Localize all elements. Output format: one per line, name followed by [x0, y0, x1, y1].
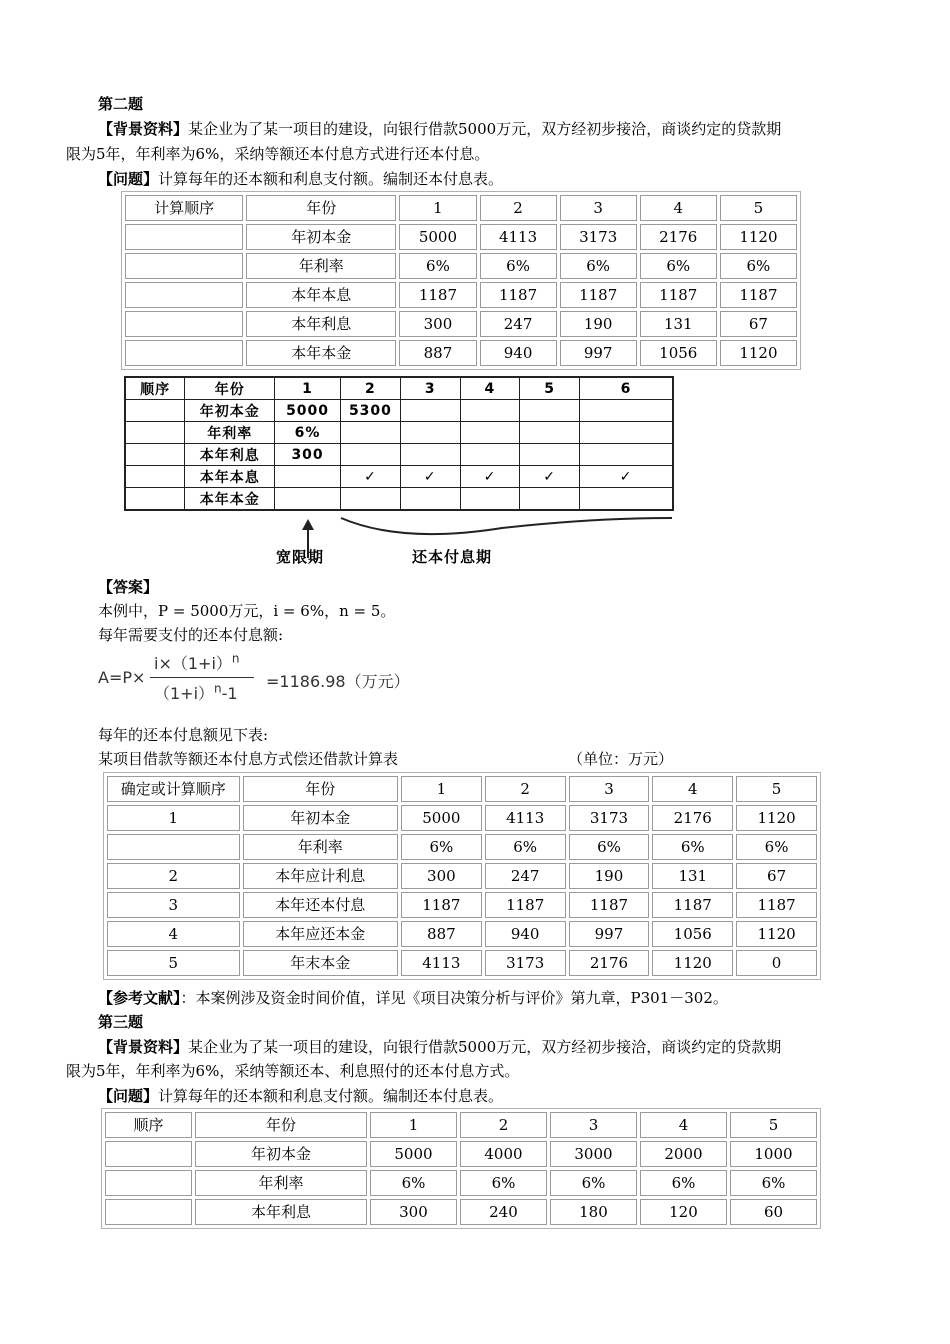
table-cell: 1000 [730, 1141, 817, 1167]
table-cell: 1187 [720, 282, 797, 308]
q2-table-unit: （单位：万元） [568, 750, 674, 768]
column-header: 1 [401, 776, 482, 802]
formula-numerator: $i\times(1+i)^n$ [154, 651, 240, 673]
table-cell: 6% [652, 834, 733, 860]
table-cell: 2000 [640, 1141, 727, 1167]
q3-question [98, 1087, 503, 1105]
table-cell: 3173 [569, 805, 650, 831]
table-cell: 6% [640, 1170, 727, 1196]
table-cell: ✓ [520, 466, 580, 488]
table-cell [107, 834, 240, 860]
table-cell: 67 [720, 311, 797, 337]
table-cell: 1120 [652, 950, 733, 976]
table-cell: 5300 [340, 400, 400, 422]
column-header: 1 [275, 377, 341, 400]
table-cell: ✓ [460, 466, 520, 488]
column-header: 3 [400, 377, 460, 400]
table-cell: 4113 [401, 950, 482, 976]
table-cell: 300 [275, 444, 341, 466]
table-cell: 6% [460, 1170, 547, 1196]
column-header: 4 [640, 195, 717, 221]
q2-reference [98, 989, 728, 1007]
table-row [107, 921, 817, 947]
column-header: 顺序 [125, 377, 185, 400]
table-cell: 年末本金 [243, 950, 398, 976]
column-header: 2 [480, 195, 557, 221]
table-cell: 6% [736, 834, 817, 860]
table-cell: 131 [640, 311, 717, 337]
column-header: 1 [399, 195, 476, 221]
table-cell [105, 1199, 192, 1225]
table-cell: 年初本金 [195, 1141, 367, 1167]
table-cell: 3173 [560, 224, 637, 250]
table-cell: 240 [460, 1199, 547, 1225]
formula-denominator: $(1+i)^n-1$ [154, 681, 238, 703]
table-cell: 年利率 [243, 834, 398, 860]
table-cell: 6% [480, 253, 557, 279]
column-header: 3 [560, 195, 637, 221]
table-cell: 2 [107, 863, 240, 889]
column-header: 5 [720, 195, 797, 221]
table-cell: 1187 [399, 282, 476, 308]
q3-background-line2: 限为5年，年利率为6%，采纳等额还本、利息照付的还本付息方式。 [66, 1062, 520, 1080]
table-cell: 1187 [652, 892, 733, 918]
column-header: 2 [340, 377, 400, 400]
column-header: 5 [736, 776, 817, 802]
column-header: 2 [460, 1112, 547, 1138]
repay-period-label: 还本付息期 [412, 548, 493, 566]
formula-result: =1186.98（万元） [266, 672, 410, 691]
table-cell: 4113 [485, 805, 566, 831]
table-cell: 6% [275, 422, 341, 444]
table-cell: 本年本息 [185, 466, 275, 488]
table-cell [125, 253, 243, 279]
table-row [125, 282, 797, 308]
table-cell: 1187 [569, 892, 650, 918]
table-cell: 1187 [480, 282, 557, 308]
column-header: 4 [640, 1112, 727, 1138]
q2-background-line2: 限为5年，年利率为6%，采纳等额还本付息方式进行还本付息。 [66, 145, 490, 163]
q2-answer-line1: 本例中，P = 5000万元，i = 6%，n = 5。 [98, 602, 396, 620]
column-header: 2 [485, 776, 566, 802]
column-header: 5 [520, 377, 580, 400]
q3-question-tag: 【问题】 [98, 1087, 159, 1105]
table-cell: 6% [640, 253, 717, 279]
table-cell: 6% [550, 1170, 637, 1196]
table-cell: 6% [730, 1170, 817, 1196]
q2-question [98, 170, 503, 188]
table-cell: 1056 [640, 340, 717, 366]
q2-reference-tag: 【参考文献】 [98, 989, 181, 1007]
table-row [107, 950, 817, 976]
table-cell: 6% [485, 834, 566, 860]
formula-lhs: A=P× [98, 668, 146, 687]
table-cell: 1120 [720, 224, 797, 250]
q2-answer-tag: 【答案】 [98, 578, 159, 596]
table-cell: 887 [399, 340, 476, 366]
table-cell: 4113 [480, 224, 557, 250]
table-cell: 年初本金 [185, 400, 275, 422]
table-cell: 3 [107, 892, 240, 918]
table-cell: 年利率 [185, 422, 275, 444]
table-cell: 67 [736, 863, 817, 889]
formula-fraction-bar [150, 677, 254, 678]
table-cell: 887 [401, 921, 482, 947]
q2-answer-line3: 每年的还本付息额见下表: [98, 726, 269, 744]
q2-table-title: 某项目借款等额还本付息方式偿还借款计算表 [98, 750, 399, 768]
annuity-formula [98, 647, 428, 707]
q2-question-text: 计算每年的还本额和利息支付额。编制还本付息表。 [158, 170, 504, 188]
column-header: 4 [460, 377, 520, 400]
table-cell: 2176 [569, 950, 650, 976]
q3-background-text1: 某企业为了某一项目的建设，向银行借款5000万元，双方经初步接洽，商谈约定的贷款期 [188, 1038, 782, 1056]
column-header: 年份 [243, 776, 398, 802]
table-row [125, 340, 797, 366]
q2-reference-text: ：本案例涉及资金时间价值，详见《项目决策分析与评价》第九章，P301－302。 [180, 989, 728, 1007]
column-header: 1 [370, 1112, 457, 1138]
table-row [105, 1141, 817, 1167]
column-header: 3 [569, 776, 650, 802]
table-cell: 年利率 [195, 1170, 367, 1196]
table-cell: 6% [560, 253, 637, 279]
q2-calc-table [103, 772, 821, 980]
table-cell: 1120 [736, 921, 817, 947]
table-cell: 120 [640, 1199, 727, 1225]
table-cell: 本年还本付息 [243, 892, 398, 918]
table-cell: 6% [569, 834, 650, 860]
column-header: 年份 [246, 195, 396, 221]
q2-repayment-table [121, 191, 801, 370]
table-cell: 2176 [640, 224, 717, 250]
table-row [125, 311, 797, 337]
table-cell: ✓ [340, 466, 400, 488]
table-row [107, 863, 817, 889]
table-cell: 6% [720, 253, 797, 279]
q2-header-row [125, 195, 797, 221]
q2-background-line1 [98, 120, 781, 138]
table-cell: 997 [560, 340, 637, 366]
sketch-annotations [122, 376, 682, 572]
q2-background-text1: 某企业为了某一项目的建设，向银行借款5000万元，双方经初步接洽，商谈约定的贷款期 [188, 120, 782, 138]
table-cell: 4000 [460, 1141, 547, 1167]
table-cell: 年初本金 [246, 224, 396, 250]
table-cell [125, 282, 243, 308]
table-cell [125, 224, 243, 250]
column-header: 顺序 [105, 1112, 192, 1138]
table-row [125, 224, 797, 250]
table-cell: 940 [485, 921, 566, 947]
table-cell: 1120 [736, 805, 817, 831]
column-header: 6 [579, 377, 673, 400]
table-cell: 247 [480, 311, 557, 337]
table-cell: 60 [730, 1199, 817, 1225]
table-cell: 1187 [401, 892, 482, 918]
table-cell: 6% [370, 1170, 457, 1196]
table-cell: 940 [480, 340, 557, 366]
table-cell: 6% [401, 834, 482, 860]
table-cell [105, 1141, 192, 1167]
table-cell: 6% [399, 253, 476, 279]
table-cell: 1187 [736, 892, 817, 918]
column-header: 5 [730, 1112, 817, 1138]
table-cell: 1120 [720, 340, 797, 366]
table-cell [105, 1170, 192, 1196]
table-cell: 本年利息 [185, 444, 275, 466]
q3-header-row [105, 1112, 817, 1138]
table-cell: 190 [569, 863, 650, 889]
q2-calc-header-row [107, 776, 817, 802]
table-cell: 300 [399, 311, 476, 337]
q3-background-line1 [98, 1038, 781, 1056]
table-cell: 本年应还本金 [243, 921, 398, 947]
table-cell: 本年本金 [185, 488, 275, 511]
column-header: 确定或计算顺序 [107, 776, 240, 802]
table-cell: 1056 [652, 921, 733, 947]
q3-heading: 第三题 [98, 1013, 144, 1031]
q2-heading: 第二题 [98, 95, 144, 113]
table-cell: 本年本金 [246, 340, 396, 366]
table-cell: 年利率 [246, 253, 396, 279]
table-cell: 5 [107, 950, 240, 976]
table-cell: 本年应计利息 [243, 863, 398, 889]
table-cell [125, 340, 243, 366]
table-cell: 1187 [640, 282, 717, 308]
table-row [107, 805, 817, 831]
q3-background-tag: 【背景资料】 [98, 1038, 189, 1056]
table-cell: 997 [569, 921, 650, 947]
q2-background-tag: 【背景资料】 [98, 120, 189, 138]
table-cell: 1187 [560, 282, 637, 308]
table-cell: 年初本金 [243, 805, 398, 831]
table-cell: 247 [485, 863, 566, 889]
column-header: 计算顺序 [125, 195, 243, 221]
table-cell: 300 [401, 863, 482, 889]
q2-question-tag: 【问题】 [98, 170, 159, 188]
grace-period-sketch [122, 376, 682, 572]
table-cell: 300 [370, 1199, 457, 1225]
table-cell: 180 [550, 1199, 637, 1225]
column-header: 年份 [185, 377, 275, 400]
column-header: 年份 [195, 1112, 367, 1138]
table-cell: 5000 [370, 1141, 457, 1167]
table-row [105, 1170, 817, 1196]
table-cell: 5000 [275, 400, 341, 422]
table-cell: 3173 [485, 950, 566, 976]
table-cell: ✓ [579, 466, 673, 488]
table-row [125, 253, 797, 279]
table-cell: 本年利息 [246, 311, 396, 337]
table-cell: 3000 [550, 1141, 637, 1167]
table-row [107, 834, 817, 860]
table-row [105, 1199, 817, 1225]
table-cell: 5000 [399, 224, 476, 250]
table-cell: 5000 [401, 805, 482, 831]
table-cell: 190 [560, 311, 637, 337]
grace-period-label: 宽限期 [276, 548, 325, 566]
column-header: 4 [652, 776, 733, 802]
q2-answer-line2: 每年需要支付的还本付息额: [98, 626, 284, 644]
table-cell: 2176 [652, 805, 733, 831]
table-cell: ✓ [400, 466, 460, 488]
table-cell: 1 [107, 805, 240, 831]
table-row [107, 892, 817, 918]
table-cell: 131 [652, 863, 733, 889]
table-cell [125, 311, 243, 337]
table-cell: 0 [736, 950, 817, 976]
q3-question-text: 计算每年的还本额和利息支付额。编制还本付息表。 [158, 1087, 504, 1105]
table-cell: 本年利息 [195, 1199, 367, 1225]
table-cell: 本年本息 [246, 282, 396, 308]
table-cell: 1187 [485, 892, 566, 918]
q3-repayment-table [101, 1108, 821, 1229]
column-header: 3 [550, 1112, 637, 1138]
table-cell: 4 [107, 921, 240, 947]
